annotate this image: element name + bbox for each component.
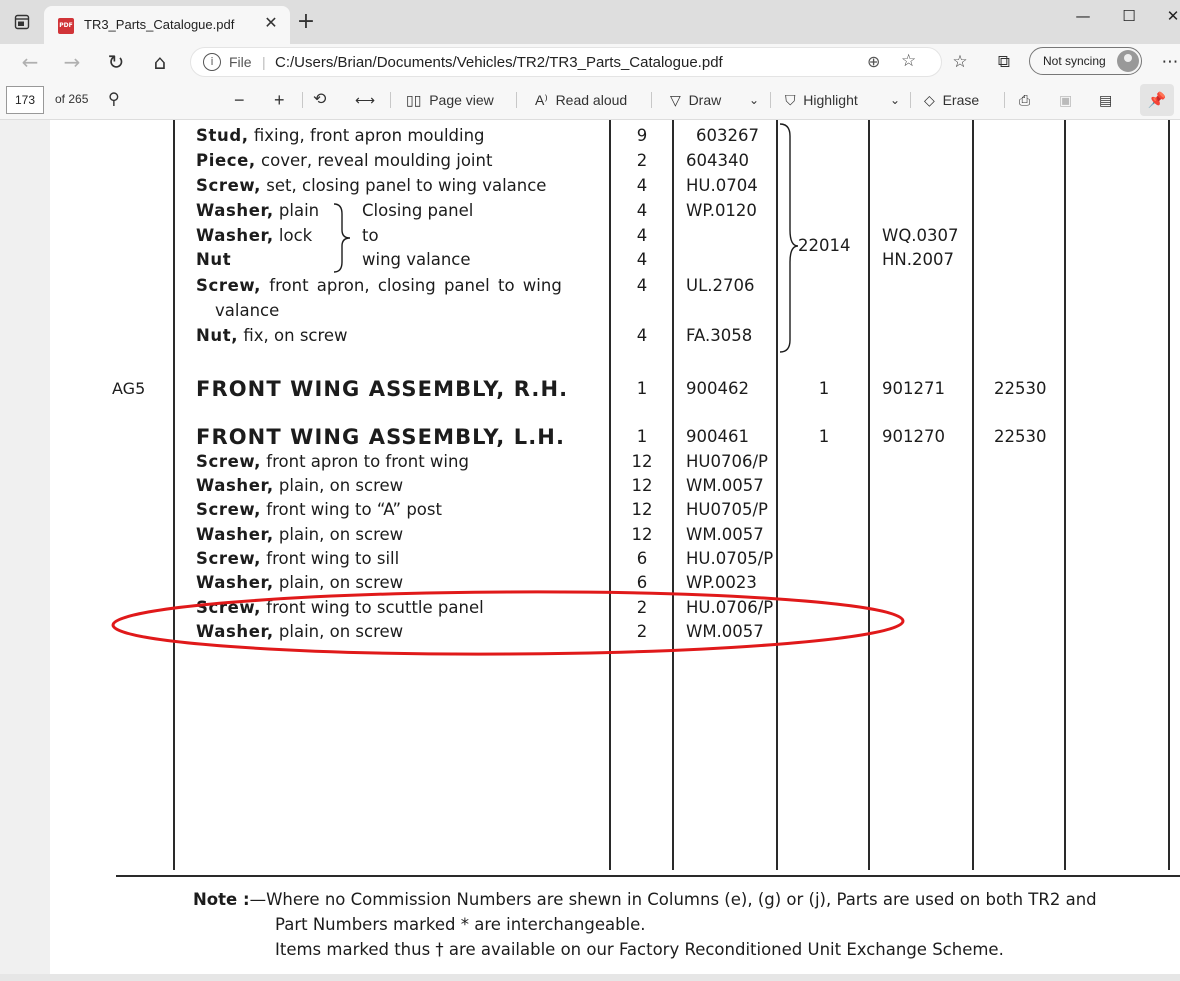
part-qty: 1 <box>636 379 648 398</box>
part-number: HU0705/P <box>686 500 768 519</box>
column-rule <box>972 120 974 870</box>
part-number: WM.0057 <box>686 476 764 495</box>
tab-title: TR3_Parts_Catalogue.pdf <box>84 17 235 32</box>
part-description: valance <box>215 301 280 320</box>
column-rule <box>868 120 870 870</box>
column-value: 22530 <box>994 379 1047 398</box>
part-description: Nut <box>196 250 232 269</box>
highlight-options-chevron-icon[interactable]: ⌄ <box>890 93 901 107</box>
part-number: 604340 <box>686 151 749 170</box>
address-separator: | <box>262 54 266 70</box>
read-aloud-label: Read aloud <box>555 92 628 108</box>
add-favorite-icon[interactable]: ☆ <box>901 51 917 71</box>
avatar <box>1117 50 1139 72</box>
part-qty: 1 <box>636 427 648 446</box>
part-number: UL.2706 <box>686 276 755 295</box>
address-bar[interactable] <box>190 47 942 77</box>
page-view-button[interactable] <box>406 88 494 112</box>
group-reference: AG5 <box>112 379 146 398</box>
toolbar-divider <box>516 92 517 108</box>
close-window-button[interactable]: ✕ <box>1166 7 1180 25</box>
part-number: 900461 <box>686 427 749 446</box>
part-qty: 4 <box>636 176 648 195</box>
note-text: —Where no Commission Numbers are shewn in Columns (e), (g) or (j), Parts are used on both TR2 and <box>249 890 1097 909</box>
part-description: Washer, plain, on screw <box>196 525 404 544</box>
toolbar-divider <box>302 92 303 108</box>
read-aloud-button[interactable] <box>535 88 627 112</box>
maximize-button[interactable]: ☐ <box>1122 7 1136 25</box>
part-description: Screw, front wing to sill <box>196 549 400 568</box>
part-description: Washer, plain <box>196 201 320 220</box>
close-tab-icon[interactable]: ✕ <box>264 13 278 32</box>
part-qty: 6 <box>636 573 648 592</box>
pdf-file-icon: PDF <box>58 18 74 34</box>
part-number: WP.0120 <box>686 201 757 220</box>
rotate-icon[interactable]: ⟲ <box>313 91 327 108</box>
part-number: 901270 <box>882 427 945 446</box>
column-rule <box>609 120 611 870</box>
minimize-button[interactable]: — <box>1075 7 1091 25</box>
part-qty: 12 <box>631 476 653 495</box>
part-qty: 12 <box>631 500 653 519</box>
address-url[interactable]: C:/Users/Brian/Documents/Vehicles/TR2/TR3_Parts_Catalogue.pdf <box>275 54 723 71</box>
bracket-reference: 22014 <box>798 236 851 255</box>
part-description: Screw, front apron to front wing <box>196 452 469 471</box>
refresh-button[interactable]: ↻ <box>107 50 125 74</box>
assembly-title: FRONT WING ASSEMBLY, R.H. <box>196 377 569 401</box>
part-description: Stud, fixing, front apron moulding <box>196 126 485 145</box>
part-description: Screw, front wing to scuttle panel <box>196 598 484 617</box>
zoom-out-button[interactable]: − <box>234 90 245 110</box>
erase-label: Erase <box>942 92 980 108</box>
navigation-bar <box>0 44 1180 80</box>
zoom-in-button[interactable]: + <box>274 90 285 110</box>
part-qty: 4 <box>636 226 648 245</box>
draw-label: Draw <box>688 92 722 108</box>
note-label: Note : <box>193 890 250 909</box>
highlight-icon: ⛉ <box>785 92 796 108</box>
address-scheme: File <box>229 54 252 70</box>
collections-icon[interactable]: ⧉ <box>997 52 1011 72</box>
part-qty: 4 <box>636 201 648 220</box>
table-bottom-rule <box>116 875 1180 877</box>
column-value: 1 <box>818 379 830 398</box>
draw-button[interactable] <box>670 88 721 112</box>
part-description: Screw, front apron, closing panel to wing <box>196 276 562 295</box>
footnote-line: Part Numbers marked * are interchangeable. <box>275 915 646 934</box>
part-qty: 12 <box>631 452 653 471</box>
part-description: Washer, plain, on screw <box>196 573 404 592</box>
part-number: 900462 <box>686 379 749 398</box>
new-tab-button[interactable]: + <box>296 9 316 34</box>
home-button[interactable]: ⌂ <box>153 50 167 74</box>
part-description: Washer, plain, on screw <box>196 622 404 641</box>
column-value: 1 <box>818 427 830 446</box>
fit-width-icon[interactable]: ⟷ <box>355 92 376 108</box>
footnote-line: Items marked thus † are available on our Factory Reconditioned Unit Exchange Scheme. <box>275 940 1004 959</box>
annotation-ellipse <box>110 586 916 660</box>
favorites-icon[interactable]: ☆ <box>952 52 968 72</box>
part-number: HU.0704 <box>686 176 758 195</box>
page-count: of 265 <box>55 92 89 106</box>
footnote-line <box>193 890 1097 909</box>
part-number: HU.0705/P <box>686 549 774 568</box>
group-note-line: to <box>362 226 379 245</box>
part-description: Screw, front wing to “A” post <box>196 500 442 519</box>
back-button[interactable]: ← <box>21 50 39 74</box>
part-qty: 2 <box>636 622 648 641</box>
part-description: Piece, cover, reveal moulding joint <box>196 151 493 170</box>
column-rule <box>1168 120 1170 870</box>
part-qty: 6 <box>636 549 648 568</box>
search-icon[interactable]: ⚲ <box>108 91 120 108</box>
highlight-label: Highlight <box>803 92 858 108</box>
part-number: WM.0057 <box>686 622 764 641</box>
save-as-icon[interactable]: ▤ <box>1099 92 1113 108</box>
part-number: 603267 <box>696 126 759 145</box>
zoom-icon[interactable]: ⊕ <box>867 52 881 71</box>
pdf-viewer[interactable] <box>0 120 1180 981</box>
part-number: WQ.0307 <box>882 226 959 245</box>
toolbar-divider <box>390 92 391 108</box>
part-number: WM.0057 <box>686 525 764 544</box>
part-qty: 12 <box>631 525 653 544</box>
read-aloud-icon: A⁾ <box>535 92 548 108</box>
draw-icon: ▽ <box>670 92 681 108</box>
part-qty: 4 <box>636 250 648 269</box>
toolbar-divider <box>910 92 911 108</box>
pdf-toolbar <box>0 80 1180 120</box>
part-number: HU0706/P <box>686 452 768 471</box>
column-value: 22530 <box>994 427 1047 446</box>
part-qty: 4 <box>636 326 648 345</box>
part-number: FA.3058 <box>686 326 753 345</box>
part-description: Screw, set, closing panel to wing valance <box>196 176 547 195</box>
toolbar-divider <box>1004 92 1005 108</box>
part-number: HU.0706/P <box>686 598 774 617</box>
page-view-label: Page view <box>429 92 494 108</box>
page-view-icon: ▯▯ <box>406 92 422 108</box>
group-brace <box>776 122 800 354</box>
save-icon[interactable]: ▣ <box>1059 92 1073 108</box>
group-note-line: wing valance <box>362 250 471 269</box>
page-number-input[interactable]: 173 <box>6 86 44 114</box>
part-number: HN.2007 <box>882 250 954 269</box>
erase-button[interactable] <box>924 88 979 112</box>
pdf-page <box>50 120 1180 974</box>
eraser-icon: ◇ <box>924 92 935 108</box>
part-description: Washer, plain, on screw <box>196 476 404 495</box>
part-description: Washer, lock <box>196 226 313 245</box>
pin-toolbar-icon[interactable]: 📌 <box>1140 84 1174 116</box>
column-rule <box>672 120 674 870</box>
more-options-icon[interactable]: ⋯ <box>1161 52 1179 72</box>
part-description: Nut, fix, on screw <box>196 326 348 345</box>
tab-pdf[interactable] <box>44 6 290 44</box>
part-number: 901271 <box>882 379 945 398</box>
column-rule <box>173 120 175 870</box>
title-bar <box>0 0 1180 44</box>
tab-actions-icon[interactable] <box>14 14 30 30</box>
forward-button[interactable]: → <box>63 50 81 74</box>
highlight-button[interactable] <box>785 88 858 112</box>
horizontal-scrollbar[interactable] <box>0 974 1180 981</box>
toolbar-divider <box>770 92 771 108</box>
column-rule <box>1064 120 1066 870</box>
profile-button[interactable] <box>1029 47 1142 75</box>
print-icon[interactable]: ⎙ <box>1019 92 1031 108</box>
part-qty: 2 <box>636 151 648 170</box>
group-note-line: Closing panel <box>362 201 474 220</box>
profile-label: Not syncing <box>1043 54 1106 68</box>
part-qty: 9 <box>636 126 648 145</box>
group-brace <box>330 202 354 274</box>
draw-options-chevron-icon[interactable]: ⌄ <box>749 93 760 107</box>
part-qty: 2 <box>636 598 648 617</box>
part-number: WP.0023 <box>686 573 757 592</box>
assembly-title: FRONT WING ASSEMBLY, L.H. <box>196 425 566 449</box>
info-icon[interactable]: i <box>203 53 221 71</box>
part-qty: 4 <box>636 276 648 295</box>
toolbar-divider <box>651 92 652 108</box>
